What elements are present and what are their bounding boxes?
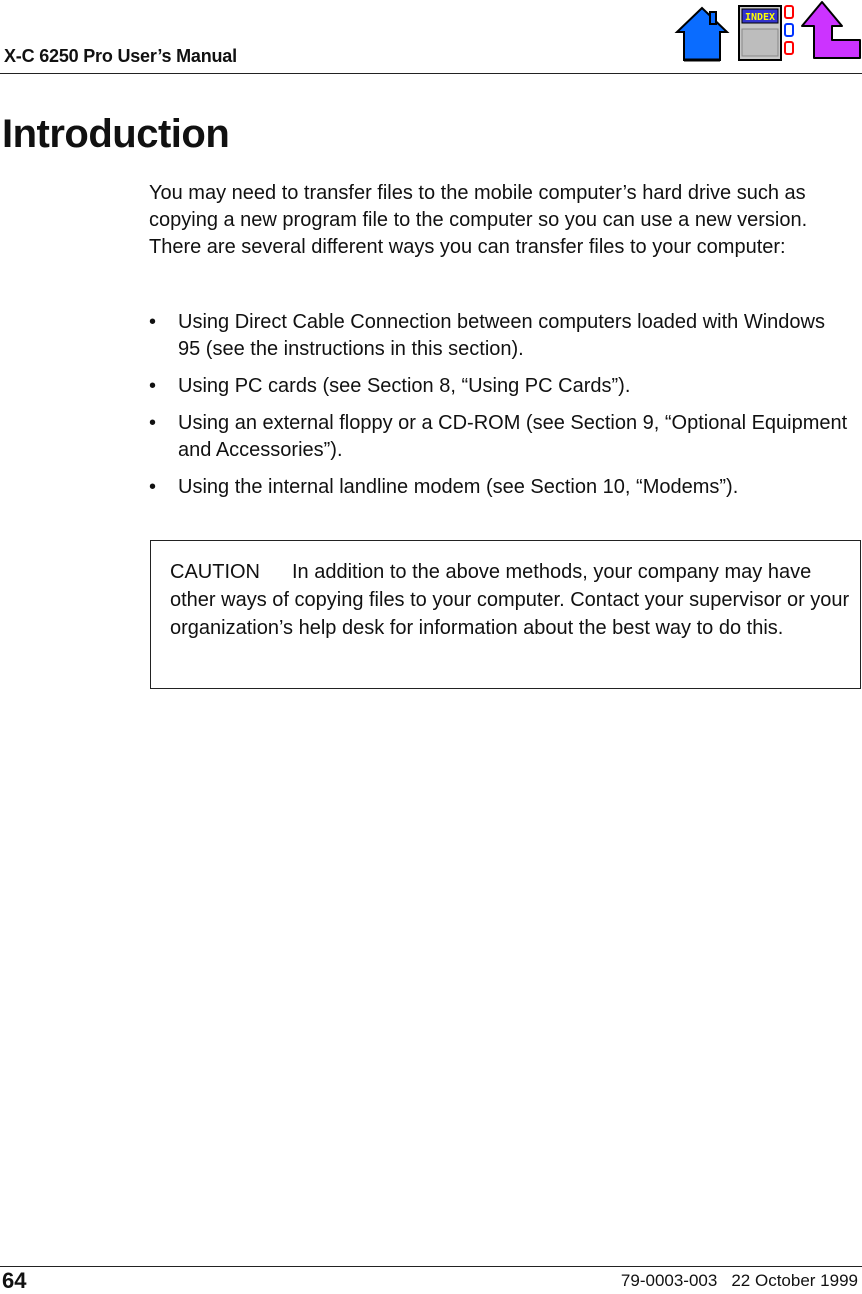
doc-id: 79-0003-003 [620, 1271, 718, 1290]
page-number: 64 [2, 1268, 27, 1293]
list-item-text: Using the internal landline modem (see Section 10, “Modems”). [178, 476, 739, 498]
doc-date: 22 October 1999 [731, 1271, 858, 1290]
home-icon[interactable] [674, 4, 730, 62]
header-divider [0, 73, 862, 74]
bullet-glyph: • [149, 412, 157, 434]
list-item-text: Using an external floppy or a CD-ROM (see Section 9, “Optional Equipment and Accessories”). [178, 412, 848, 461]
page-title: Introduction [2, 112, 230, 156]
list-item-text: Using Direct Cable Connection between computers loaded with Windows 95 (see the instructions in this section). [178, 311, 825, 360]
bullet-glyph: • [149, 476, 157, 498]
caution-text: In addition to the above methods, your company may have other ways of copying files to your computer. Contact your supervisor or your organization’s help desk for information about the best way to do this. [170, 561, 850, 639]
manual-title: X-C 6250 Pro User’s Manual [4, 46, 237, 66]
footer-doc-info [621, 1271, 858, 1291]
index-label: INDEX [744, 12, 776, 23]
index-icon[interactable] [736, 2, 796, 62]
list-item-text: Using PC cards (see Section 8, “Using PC Cards”). [178, 375, 631, 397]
transfer-methods-list [149, 309, 849, 511]
caution-label: CAUTION [170, 561, 260, 583]
footer-divider [0, 1266, 862, 1267]
list-item [149, 474, 849, 501]
list-item [149, 309, 849, 363]
bullet-glyph: • [149, 311, 157, 333]
list-item [149, 410, 849, 464]
intro-paragraph: You may need to transfer files to the mobile computer’s hard drive such as copying a new program file to the computer so you can use a new version. There are several different ways you can transfer files to your computer: [149, 182, 808, 258]
caution-paragraph [170, 558, 850, 642]
bullet-glyph: • [149, 375, 157, 397]
up-arrow-icon[interactable] [800, 0, 862, 62]
list-item [149, 373, 849, 400]
caution-box [150, 540, 861, 689]
